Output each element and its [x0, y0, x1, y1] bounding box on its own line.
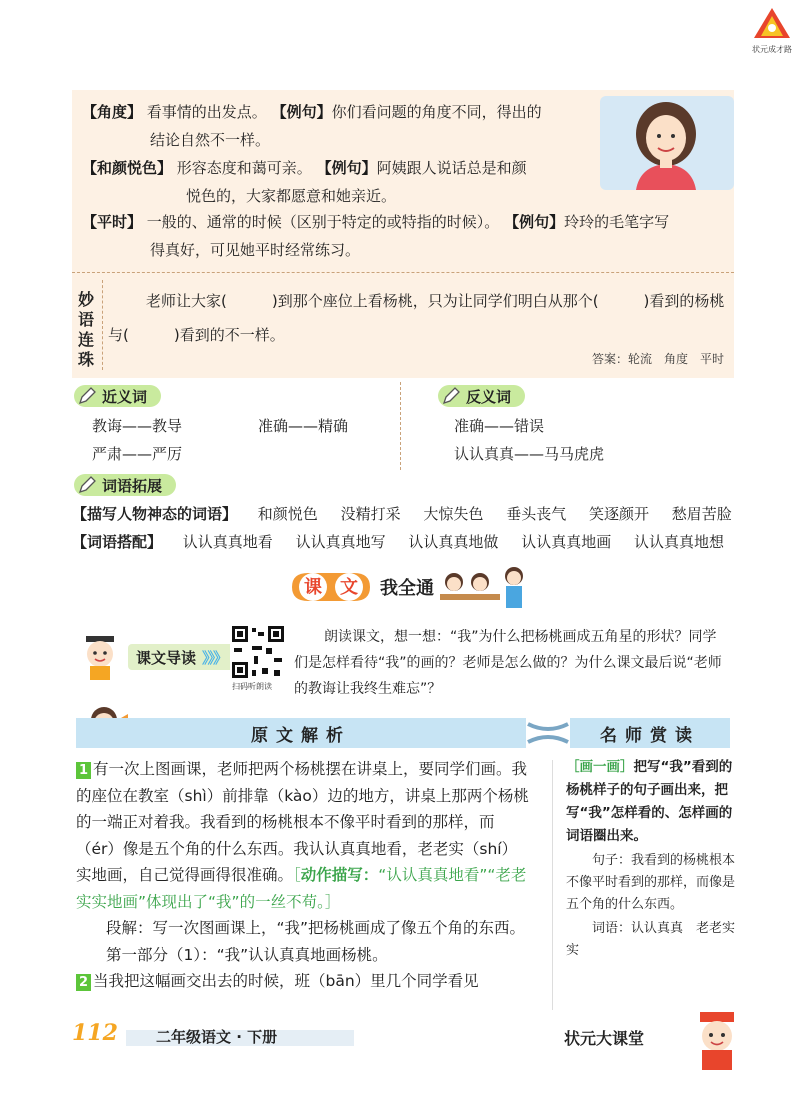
qr-caption: 扫码听朗读 — [232, 682, 272, 691]
pencil-icon — [442, 387, 460, 405]
section-header-appreciation: 名师赏读 — [570, 718, 730, 748]
link-connector-icon — [524, 716, 572, 750]
word-expansion-tag: 词语拓展 — [74, 474, 176, 496]
lesson-guide-text: 朗读课文，想一想：“我”为什么把杨桃画成五角星的形状？同学们是怎样看待“我”的画的？老师是怎么做的？为什么课文最后说“老师的教诲让我终生难忘”？ — [294, 629, 722, 697]
synonym-pair: 准确——精确 — [258, 417, 349, 435]
definition-heyanyuese: 【和颜悦色】 形容态度和蔼可亲。 【例句】阿姨跟人说话总是和颜 悦色的，大家都愿意和她亲近。 — [82, 159, 527, 205]
synonym-pair: 教诲——教导 — [92, 417, 183, 435]
pencil-icon — [78, 387, 96, 405]
antonyms-tag: 反义词 — [438, 385, 525, 407]
answer-text: 答案：轮流 角度 平时 — [591, 352, 724, 366]
teacher-illustration — [600, 96, 734, 190]
synonyms-tag: 近义词 — [74, 385, 161, 407]
paragraph-2: 2 当我把这幅画交出去的时候，班（bān）里几个同学看见 — [76, 968, 530, 995]
fill-in-blank-exercise: 老师让大家( )到那个座位上看杨桃，只为让同学们明白从那个( )看到的杨桃与( )看到的不一样。 — [108, 292, 725, 344]
expression-words-row: 【描写人物神态的词语】 和颜悦色 没精打采 大惊失色 垂头丧气 笑逐颜开 愁眉苦脸 — [72, 505, 732, 523]
page-footer — [72, 1020, 734, 1048]
student-mascot-icon — [76, 632, 124, 680]
mountain-logo-icon — [752, 6, 792, 42]
lesson-guide-tag: 课文导读 》》》 — [128, 644, 234, 670]
antonym-pair: 准确——错误 — [454, 417, 545, 435]
students-icon — [440, 564, 530, 610]
segment-explanation: 段解：写一次图画课上，“我”把杨桃画成了像五个角的东西。 — [106, 919, 526, 937]
section-header-analysis: 原文解析 — [76, 718, 526, 748]
teacher-icon — [600, 96, 734, 190]
lesson-banner — [288, 564, 530, 610]
page-number: 112 — [72, 1020, 118, 1046]
dashed-divider — [72, 272, 734, 273]
kewen-badge-icon — [288, 569, 374, 605]
brand-name: 状元大课堂 — [563, 1029, 644, 1048]
paragraph-1: 1 有一次上图画课，老师把两个杨桃摆在讲桌上，要同学们画。我的座位在教室（shì）前排靠（kào）边的地方，讲桌上那两个杨桃的一端正对着我。我看到的杨桃根本不像平时看到的那样，而（ér）像是五个角的什么东西。我认认真真地看，老老实（shí）实地画，自己觉得画得很准确。［动作描写：“认认真真地看”“老老实实地画”体现出了“我”的一丝不苟。］ — [76, 760, 529, 911]
definition-jiaodu: 【角度】 看事情的出发点。 【例句】你们看问题的角度不同，得出的 结论自然不一样。 — [82, 103, 542, 149]
banner-wen: 文 — [340, 577, 358, 598]
teacher-notes: ［画一画］把写“我”看到的杨桃样子的句子画出来，把写“我”怎样看的、怎样画的词语圈出来。 句子：我看到的杨桃根本不像平时看到的那样，而像是五个角的什么东西。 词语：认认真真 老老实实 — [566, 759, 736, 958]
miaoyu-lianzhu-label: 妙 语 连 珠 — [78, 290, 95, 369]
logo-text: 状元成才路 — [752, 45, 792, 54]
definition-pingshi: 【平时】 一般的、通常的时候（区别于特定的或特指的时候）。 【例句】玲玲的毛笔字写 得真好，可见她平时经常练习。 — [82, 213, 670, 259]
synonym-pair: 严肃——严厉 — [92, 445, 183, 463]
qr-code-icon[interactable] — [230, 624, 286, 680]
banner-ke: 课 — [304, 577, 322, 598]
banner-title: 我全通 — [380, 578, 434, 599]
scholar-mascot-icon — [690, 1010, 744, 1072]
original-text — [76, 756, 530, 995]
publisher-logo — [748, 6, 796, 55]
part-summary: 第一部分（1）：“我”认认真真地画杨桃。 — [106, 945, 388, 964]
book-title: 二年级语文 · 下册 — [156, 1028, 278, 1046]
pencil-icon — [78, 476, 96, 494]
column-divider — [552, 760, 553, 1010]
vertical-dashed-divider — [102, 280, 103, 370]
antonym-pair: 认认真真——马马虎虎 — [454, 445, 605, 463]
vertical-divider — [400, 382, 401, 470]
vocabulary-box — [72, 90, 734, 378]
collocation-row: 【词语搭配】 认认真真地看 认认真真地写 认认真真地做 认认真真地画 认认真真地想 — [72, 533, 724, 551]
